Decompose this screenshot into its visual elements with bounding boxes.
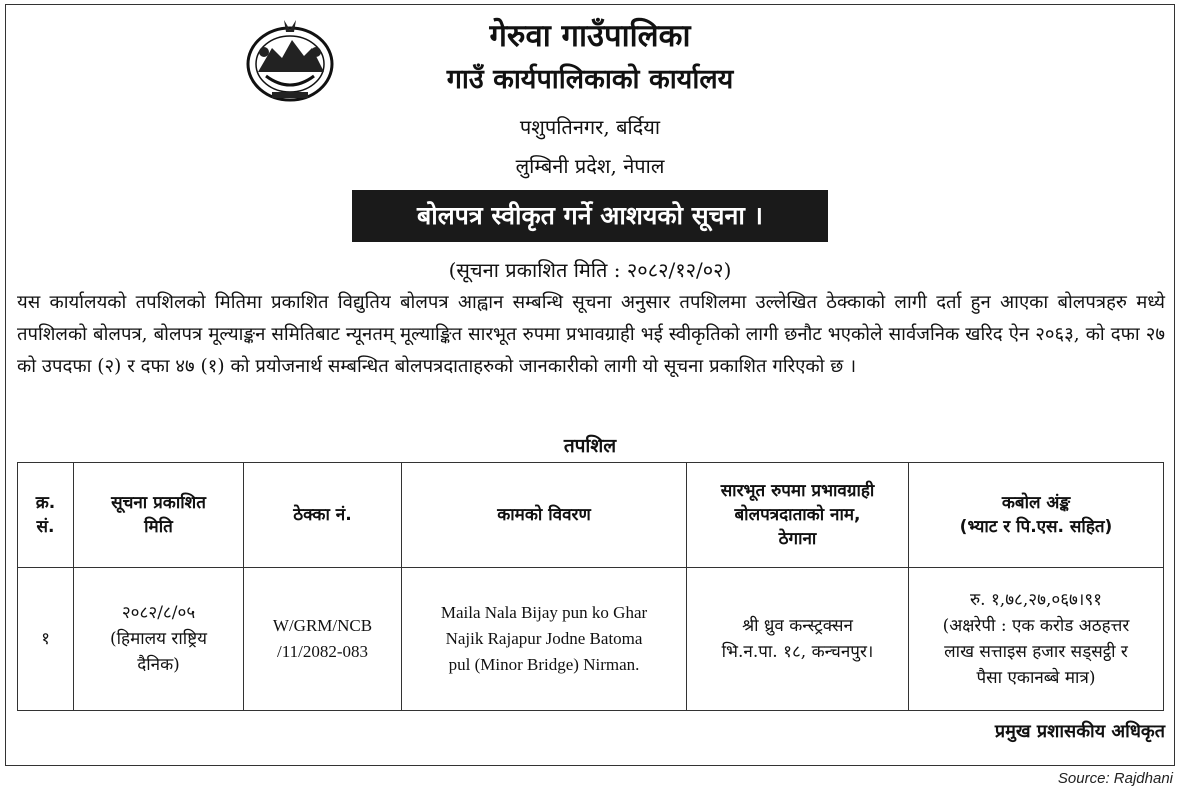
cell-work — [402, 568, 687, 711]
cell-text: (अक्षरेपी : एक करोड अठहत्तर — [942, 616, 1130, 636]
header-text: (भ्याट र पि.एस. सहित) — [959, 517, 1113, 537]
cell-amount — [909, 568, 1164, 711]
cell-publish-date — [74, 568, 244, 711]
header-text: कामको विवरण — [497, 505, 591, 525]
cell-text: रु. १,७८,२७,०६७।९१ — [969, 590, 1103, 610]
published-date: (सूचना प्रकाशित मिति : २०८२/१२/०२) — [448, 258, 732, 282]
nepal-government-emblem-icon — [242, 14, 338, 106]
header-contract-no — [244, 463, 402, 568]
cell-text: pul (Minor Bridge) Nirman. — [448, 655, 640, 674]
cell-text: दैनिक) — [137, 655, 180, 675]
cell-text: Maila Nala Bijay pun ko Ghar — [440, 603, 648, 622]
source-credit: Source: Rajdhani — [1057, 770, 1173, 787]
header-text: क्र. — [35, 493, 56, 513]
header-text: मिति — [144, 517, 173, 537]
cell-text: श्री ध्रुव कन्स्ट्रक्सन — [742, 616, 853, 636]
cell-contract-no — [244, 568, 402, 711]
table-row — [18, 568, 1164, 711]
header-amount — [909, 463, 1164, 568]
cell-text: पैसा एकानब्बे मात्र) — [976, 668, 1096, 688]
cell-text: लाख सत्ताइस हजार सड्सट्ठी र — [944, 642, 1128, 662]
header-text: ठेक्का नं. — [293, 505, 352, 525]
bid-table — [17, 462, 1164, 711]
header-text: सारभूत रुपमा प्रभावग्राही — [720, 481, 875, 501]
header-publish-date — [74, 463, 244, 568]
header-text: सूचना प्रकाशित — [111, 493, 206, 513]
header-work — [402, 463, 687, 568]
notice-title: बोलपत्र स्वीकृत गर्ने आशयको सूचना । — [352, 190, 828, 242]
header-serial — [18, 463, 74, 568]
cell-text: २०८२/८/०५ — [121, 603, 196, 623]
notice-body: यस कार्यालयको तपशिलको मितिमा प्रकाशित विद्युतिय बोलपत्र आह्वान सम्बन्धि सूचना अनुसार तपशिलमा उल्लेखित ठेक्काको लागी दर्ता हुन आएका बोलपत्रहरु मध्ये तपशिलको बोलपत्र, बोलपत्र मूल्याङ्कन समितिबाट न्यूनतम् मूल्याङ्कित सारभूत रुपमा प्रभावग्राही भई स्वीकृतिको लागी छनौट भएकोले सार्वजनिक खरिद ऐन २०६३, को दफा २७ को उपदफा (२) र दफा ४७ (१) को प्रयोजनार्थ सम्बन्धित बोलपत्रदाताहरुको जानकारीको लागी यो सूचना प्रकाशित गरिएको छ । — [17, 292, 1165, 377]
header-text: बोलपत्रदाताको नाम, — [734, 505, 861, 525]
header-text: कबोल अंङ्क — [1001, 493, 1071, 513]
cell-text: W/GRM/NCB — [272, 616, 373, 635]
cell-bidder — [687, 568, 909, 711]
cell-text: भि.न.पा. १८, कन्चनपुर। — [721, 642, 874, 662]
address-line-2: लुम्बिनी प्रदेश, नेपाल — [515, 154, 665, 178]
header-text: ठेगाना — [778, 529, 817, 549]
signatory: प्रमुख प्रशासकीय अधिकृत — [994, 721, 1165, 742]
cell-text: /11/2082-083 — [277, 642, 368, 661]
header-bidder — [687, 463, 909, 568]
cell-text: Najik Rajapur Jodne Batoma — [445, 629, 643, 648]
schedule-heading: तपशिल — [563, 435, 617, 457]
cell-text: (हिमालय राष्ट्रिय — [110, 629, 207, 649]
header-text: सं. — [36, 517, 55, 537]
office-name: गाउँ कार्यपालिकाको कार्यालय — [446, 64, 734, 95]
cell-serial: १ — [18, 568, 74, 711]
org-title: गेरुवा गाउँपालिका — [489, 18, 691, 54]
address-line-1: पशुपतिनगर, बर्दिया — [519, 115, 661, 139]
table-header-row — [18, 463, 1164, 568]
